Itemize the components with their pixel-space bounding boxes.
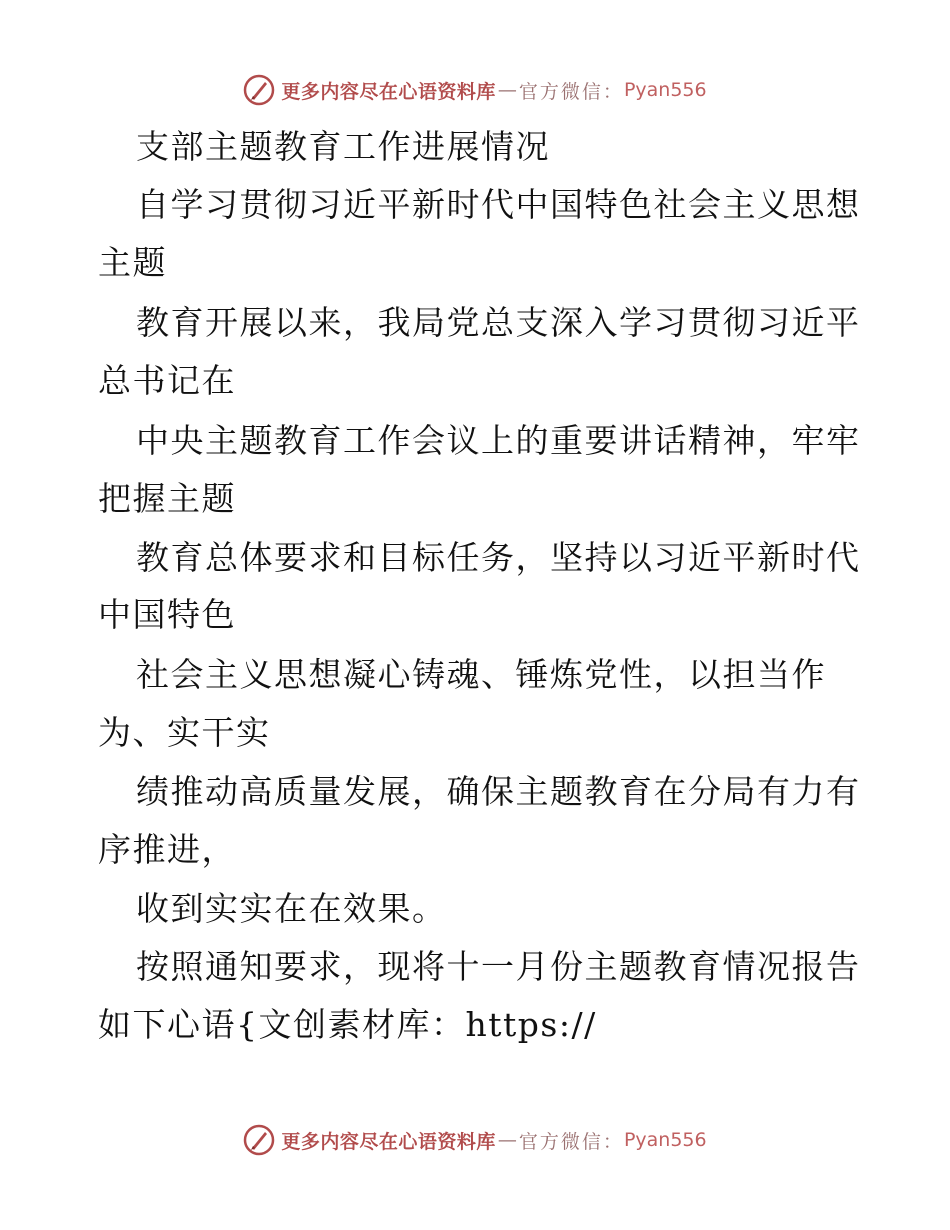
- paragraph-line: 中央主题教育工作会议上的重要讲话精神，牢牢: [136, 421, 861, 460]
- quill-logo-icon: [243, 74, 275, 106]
- watermark-dash: —: [497, 79, 517, 101]
- watermark-official-label: 官方微信：: [518, 1130, 624, 1153]
- paragraph-line: 自学习贯彻习近平新时代中国特色社会主义思想: [136, 185, 861, 224]
- paragraph-line: 教育总体要求和目标任务，坚持以习近平新时代: [136, 538, 861, 577]
- watermark-wechat-id: Pyan556: [623, 1129, 707, 1151]
- paragraph-line: 总书记在: [98, 361, 236, 400]
- document-title: 支部主题教育工作进展情况: [136, 127, 550, 166]
- header-watermark: [0, 70, 950, 110]
- paragraph-line: 主题: [98, 243, 167, 282]
- watermark-wechat-id: Pyan556: [623, 79, 707, 101]
- quill-logo-icon: [243, 1124, 275, 1156]
- footer-watermark: [0, 1120, 950, 1160]
- paragraph-line: 如下心语{文创素材库：https://: [98, 1005, 597, 1044]
- watermark-brand: 更多内容尽在心语资料库: [281, 80, 496, 103]
- paragraph-line: 社会主义思想凝心铸魂、锤炼党性，以担当作: [136, 655, 826, 694]
- paragraph-line: 收到实实在在效果。: [136, 889, 447, 928]
- paragraph-line: 按照通知要求，现将十一月份主题教育情况报告: [136, 947, 861, 986]
- watermark-dash: —: [497, 1129, 517, 1151]
- paragraph-line: 把握主题: [98, 479, 236, 518]
- paragraph-line: 绩推动高质量发展，确保主题教育在分局有力有: [136, 772, 861, 811]
- watermark-official-label: 官方微信：: [518, 80, 624, 103]
- paragraph-line: 序推进，: [98, 830, 236, 869]
- watermark-brand: 更多内容尽在心语资料库: [281, 1130, 496, 1153]
- paragraph-line: 中国特色: [98, 595, 236, 634]
- paragraph-line: 为、实干实: [98, 713, 271, 752]
- paragraph-line: 教育开展以来，我局党总支深入学习贯彻习近平: [136, 303, 861, 342]
